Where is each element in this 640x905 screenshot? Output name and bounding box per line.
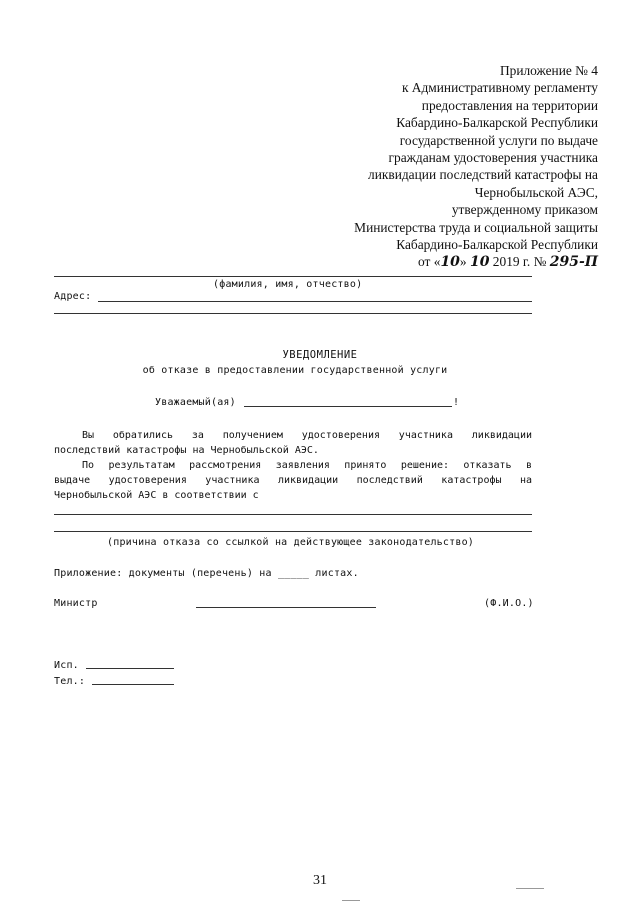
appendix-line: ликвидации последствий катастрофы на [368,167,598,183]
notice-title: УВЕДОМЛЕНИЕ [282,349,358,361]
signature-line [196,607,376,608]
scan-mark [342,900,360,901]
appendix-line: Кабардино-Балкарской Республики [396,237,598,253]
scan-mark-2 [516,888,544,889]
attachment-text: Приложение: документы (перечень) на [54,568,272,579]
date-month: 10 [469,254,490,271]
paragraph-line: Чернобыльской АЭС в соответствии с [54,490,259,501]
notice-subtitle: об отказе в предоставлении государственной услуги [142,365,448,376]
date-mid: » [459,254,470,270]
fio-caption: (фамилия, имя, отчество) [213,279,363,290]
minister-fio: (Ф.И.О.) [484,598,534,609]
fio-line [54,276,532,277]
executor-line [86,668,174,669]
salutation-end: ! [453,397,460,408]
date-year: 2019 г. № [489,254,550,270]
appendix-line: гражданам удостоверения участника [388,150,598,166]
body-text [54,428,532,503]
date-prefix: от « [418,254,441,270]
reason-line [54,514,532,515]
executor-label: Исп. [54,660,79,671]
appendix-line: Министерства труда и социальной защиты [354,219,598,235]
appendix-line: Приложение № 4 [499,63,598,78]
address-line-2 [54,313,532,314]
phone-line [92,684,174,685]
reason-caption: (причина отказа со ссылкой на действующее законодательство) [107,537,475,548]
appendix-line: предоставления на территории [421,97,598,113]
paragraph-line: По результатам рассмотрения заявления принято решение: отказать в [82,460,532,471]
attachment-line [54,568,359,579]
address-line [98,301,532,302]
appendix-date-line [354,253,598,271]
appendix-line: к Административному регламенту [401,80,598,96]
address-label: Адрес: [54,291,92,302]
page-number: 31 [313,873,327,888]
order-number: 295-П [549,254,598,271]
attachment-blank: _____ [277,568,310,579]
salutation-label: Уважаемый(ая) [155,397,236,408]
paragraph-line: Вы обратились за получением удостоверения участника ликвидации [82,430,532,441]
appendix-header [354,62,598,272]
minister-label: Министр [54,598,98,609]
appendix-line: государственной услуги по выдаче [399,132,598,148]
attachment-end: листах. [315,568,359,579]
date-day: 10 [440,254,460,271]
paragraph-line: выдаче удостоверения участника ликвидации последствий катастрофы на [54,475,532,486]
reason-line-2 [54,531,532,532]
appendix-line: Чернобыльской АЭС, [474,184,598,200]
paragraph-line: последствий катастрофы на Чернобыльской АЭС. [54,445,319,456]
appendix-line: утвержденному приказом [451,202,598,218]
appendix-line: Кабардино-Балкарской Республики [396,115,598,131]
phone-label: Тел.: [54,676,86,687]
salutation-line [244,406,452,407]
